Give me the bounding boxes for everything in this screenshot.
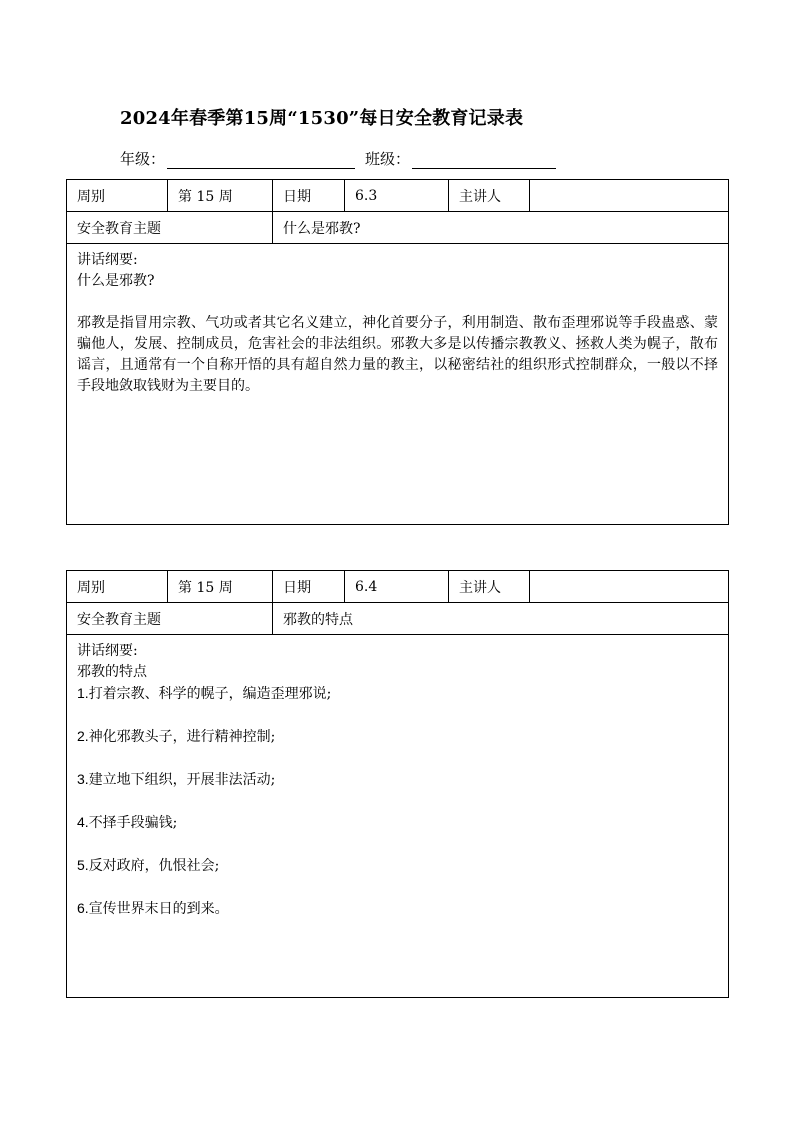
list-item: 4.不择手段骗钱;: [77, 814, 178, 831]
list-item: 6.宣传世界末日的到来。: [77, 900, 229, 917]
grade-input-line[interactable]: [167, 150, 355, 169]
outline-heading: 什么是邪教?: [77, 273, 155, 289]
record-table-1: [66, 179, 729, 525]
record-outline-row: [67, 635, 729, 998]
record-header-row: [67, 180, 729, 212]
grade-label: 年级：: [120, 150, 166, 168]
list-item: 2.神化邪教头子，进行精神控制;: [77, 728, 276, 745]
outline-paragraph: 邪教是指冒用宗教、气功或者其它名义建立，神化首要分子，利用制造、散布歪理邪说等手段蛊惑、蒙骗他人，发展、控制成员，危害社会的非法组织。邪教大多是以传播宗教教义、拯救人类为幌子，散布谣言，且通常有一个自称开悟的具有超自然力量的教主，以秘密结社的组织形式控制群众，一般以不择手段地敛取钱财为主要目的。: [77, 315, 718, 394]
grade-class-row: [120, 148, 556, 169]
topic-label: 安全教育主题: [67, 212, 273, 244]
outline-label: 讲话纲要:: [77, 643, 138, 659]
class-input-line[interactable]: [412, 150, 556, 169]
speaker-value[interactable]: [530, 180, 729, 212]
record-topic-row: [67, 212, 729, 244]
list-item: 5.反对政府，仇恨社会;: [77, 857, 220, 874]
speaker-label: 主讲人: [449, 571, 530, 603]
outline-label: 讲话纲要:: [77, 252, 138, 268]
list-item: 3.建立地下组织，开展非法活动;: [77, 771, 276, 788]
record-table-2: [66, 570, 729, 998]
class-label: 班级：: [365, 150, 411, 168]
date-value: 6.3: [345, 180, 449, 212]
outline-heading: 邪教的特点: [77, 664, 147, 680]
record-header-row: [67, 571, 729, 603]
week-label: 周别: [67, 571, 168, 603]
list-item: 1.打着宗教、科学的幌子，编造歪理邪说;: [77, 685, 332, 702]
date-label: 日期: [273, 180, 345, 212]
document-title: 2024年春季第15周“1530”每日安全教育记录表: [120, 108, 524, 129]
outline-cell: [67, 244, 729, 525]
speaker-value[interactable]: [530, 571, 729, 603]
topic-value: 邪教的特点: [273, 603, 729, 635]
record-topic-row: [67, 603, 729, 635]
date-value: 6.4: [345, 571, 449, 603]
speaker-label: 主讲人: [449, 180, 530, 212]
week-value: 第 15 周: [168, 180, 273, 212]
date-label: 日期: [273, 571, 345, 603]
outline-cell: [67, 635, 729, 998]
topic-value: 什么是邪教?: [273, 212, 729, 244]
week-value: 第 15 周: [168, 571, 273, 603]
record-outline-row: [67, 244, 729, 525]
week-label: 周别: [67, 180, 168, 212]
topic-label: 安全教育主题: [67, 603, 273, 635]
